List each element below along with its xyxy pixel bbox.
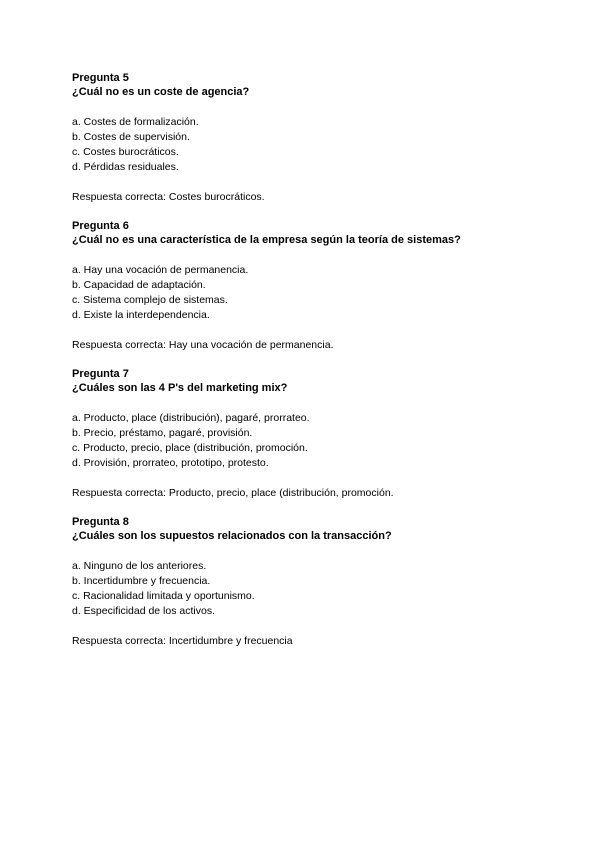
correct-answer: Respuesta correcta: Producto, precio, place (distribución, promoción. — [72, 487, 394, 499]
option-b: b. Precio, préstamo, pagaré, provisión. — [72, 427, 253, 439]
question-block — [72, 71, 552, 205]
option-b: b. Costes de supervisión. — [72, 131, 190, 143]
option-b: b. Incertidumbre y frecuencia. — [72, 575, 211, 587]
option-a: a. Costes de formalización. — [72, 116, 199, 128]
option-d: d. Existe la interdependencia. — [72, 309, 210, 321]
option-c: c. Sistema complejo de sistemas. — [72, 294, 228, 306]
option-a: a. Hay una vocación de permanencia. — [72, 264, 249, 276]
question-block — [72, 515, 552, 649]
option-b: b. Capacidad de adaptación. — [72, 279, 206, 291]
question-text: ¿Cuáles son las 4 P's del marketing mix? — [72, 382, 288, 394]
question-number: Pregunta 5 — [72, 72, 129, 84]
option-d: d. Provisión, prorrateo, prototipo, protesto. — [72, 457, 269, 469]
question-number: Pregunta 6 — [72, 220, 129, 232]
answer-options — [72, 559, 552, 619]
correct-answer: Respuesta correcta: Costes burocráticos. — [72, 191, 265, 203]
answer-options — [72, 115, 552, 175]
option-a: a. Producto, place (distribución), pagaré, prorrateo. — [72, 412, 310, 424]
correct-answer: Respuesta correcta: Incertidumbre y frecuencia — [72, 635, 293, 647]
option-c: c. Costes burocráticos. — [72, 146, 179, 158]
option-a: a. Ninguno de los anteriores. — [72, 560, 207, 572]
question-text: ¿Cuáles son los supuestos relacionados con la transacción? — [72, 530, 392, 542]
option-d: d. Especificidad de los activos. — [72, 605, 215, 617]
option-d: d. Pérdidas residuales. — [72, 161, 179, 173]
question-number: Pregunta 7 — [72, 368, 129, 380]
question-text: ¿Cuál no es una característica de la empresa según la teoría de sistemas? — [72, 234, 461, 246]
option-c: c. Producto, precio, place (distribución, promoción. — [72, 442, 308, 454]
answer-options — [72, 263, 552, 323]
answer-options — [72, 411, 552, 471]
option-c: c. Racionalidad limitada y oportunismo. — [72, 590, 255, 602]
correct-answer: Respuesta correcta: Hay una vocación de permanencia. — [72, 339, 334, 351]
question-block — [72, 219, 552, 353]
question-text: ¿Cuál no es un coste de agencia? — [72, 86, 250, 98]
question-block — [72, 367, 552, 501]
question-number: Pregunta 8 — [72, 516, 129, 528]
question-list — [72, 71, 552, 663]
